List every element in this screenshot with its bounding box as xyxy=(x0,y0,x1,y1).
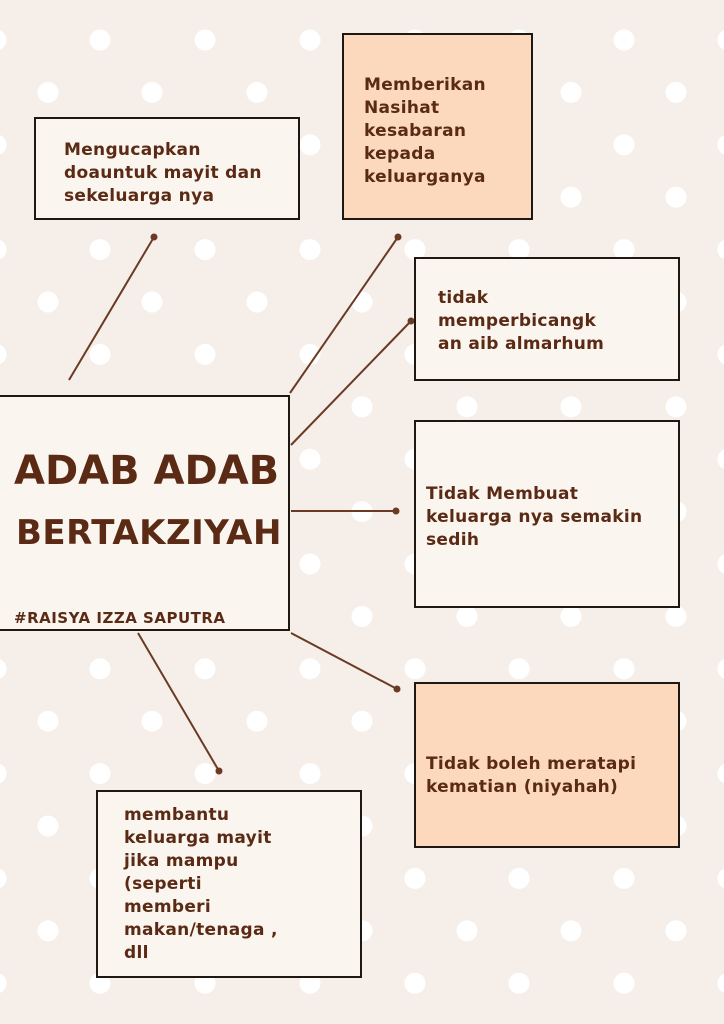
central-title-line2: BERTAKZIYAH xyxy=(16,513,282,553)
node-meratapi: Tidak boleh meratapi kematian (niyahah) xyxy=(414,682,680,848)
connector-aib xyxy=(291,321,411,445)
connector-sedih-endpoint xyxy=(393,508,400,515)
connector-meratapi-endpoint xyxy=(394,686,401,693)
connector-doa-endpoint xyxy=(151,234,158,241)
connector-nasihat-endpoint xyxy=(395,234,402,241)
node-sedih: Tidak Membuat keluarga nya semakin sedih xyxy=(414,420,680,608)
connector-meratapi xyxy=(291,633,397,689)
connector-nasihat xyxy=(290,237,398,393)
author-tag: #RAISYA IZZA SAPUTRA xyxy=(14,609,226,627)
node-nasihat: Memberikan Nasihat kesabaran kepada keluarganya xyxy=(342,33,533,220)
connector-membantu xyxy=(138,633,219,771)
connector-doa xyxy=(69,237,154,380)
node-aib: tidak memperbicangk an aib almarhum xyxy=(414,257,680,381)
connector-membantu-endpoint xyxy=(216,768,223,775)
central-title-line1: ADAB ADAB xyxy=(14,448,280,494)
node-doa: Mengucapkan doauntuk mayit dan sekeluarga nya xyxy=(34,117,300,220)
node-membantu: membantu keluarga mayit jika mampu (seperti memberi makan/tenaga , dll xyxy=(96,790,362,978)
